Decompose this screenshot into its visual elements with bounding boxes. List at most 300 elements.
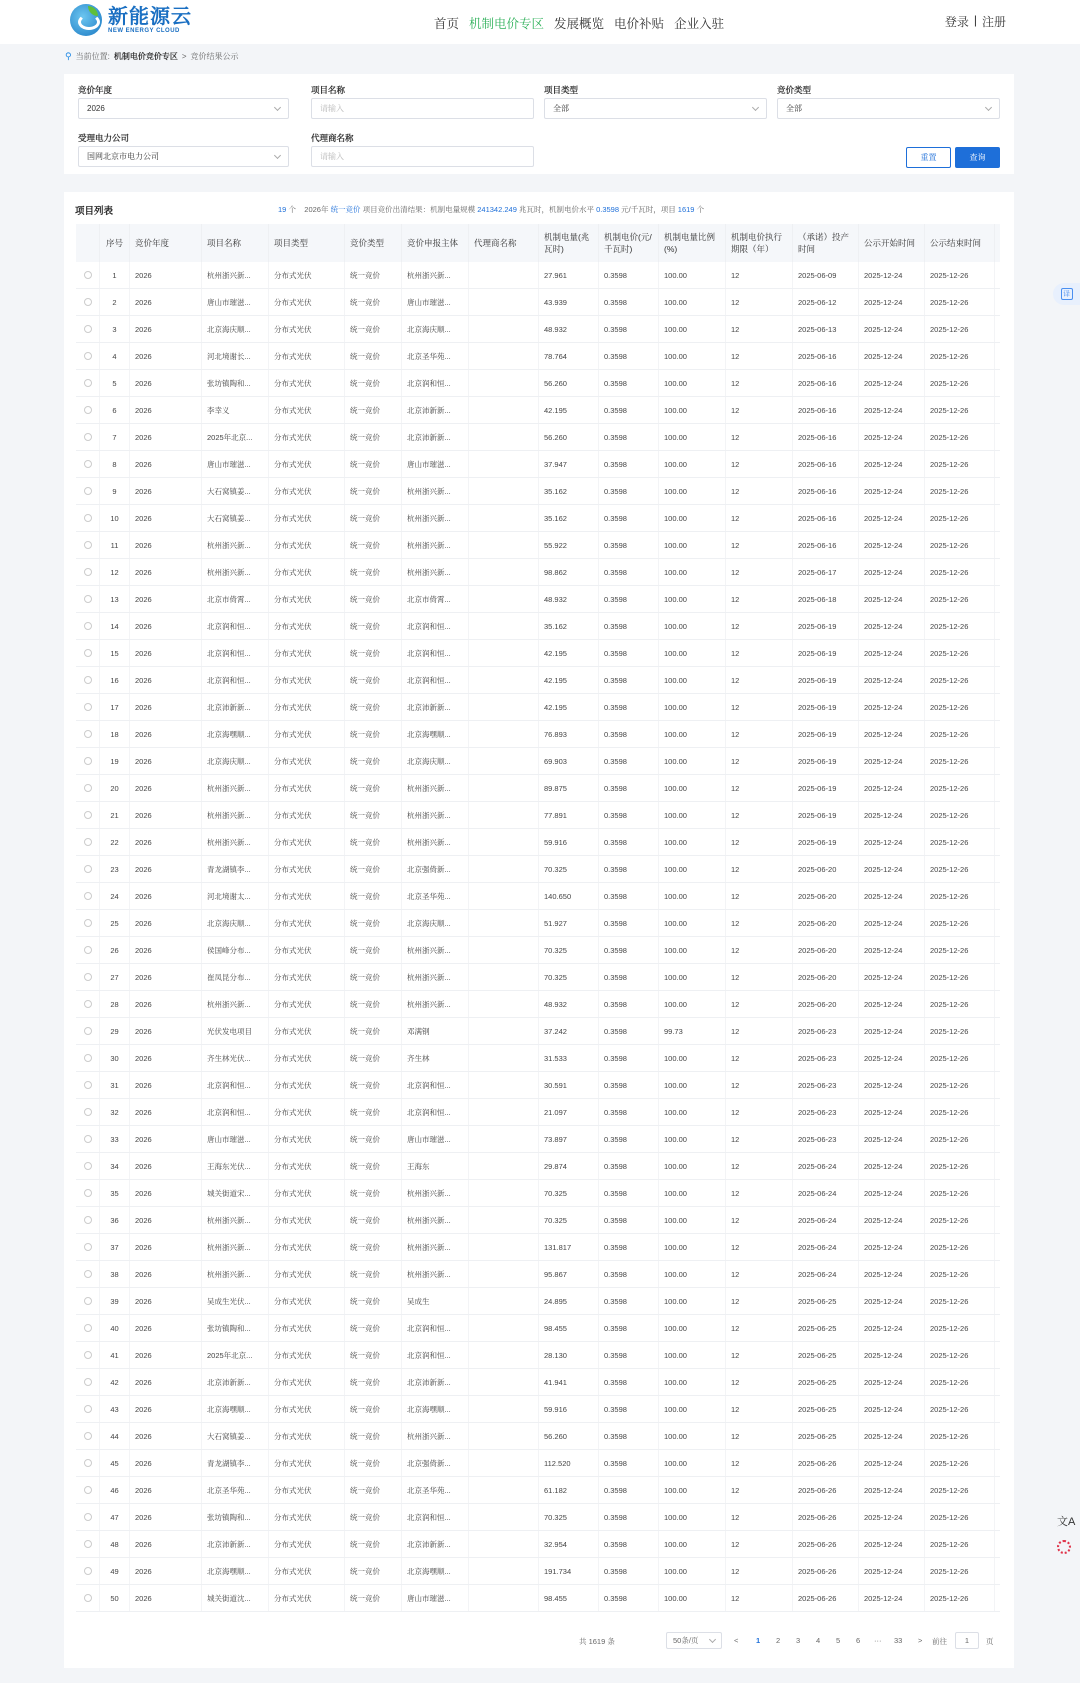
cell-agent [469,1477,539,1503]
cell-ratio: 100.00 [659,316,726,342]
ellipsis-button[interactable]: ··· [874,1636,882,1645]
cell-no: 6 [100,397,130,423]
cell-year: 2026 [130,964,202,990]
project-name-input[interactable]: 请输入 [311,98,534,119]
cell-no: 12 [100,559,130,585]
cell-prod: 2025-06-25 [793,1342,859,1368]
cell-price: 0.3598 [599,1477,659,1503]
nav-enterprise[interactable]: 企业入驻 [674,17,725,31]
cell-prod: 2025-06-25 [793,1288,859,1314]
cell-name: 大石窝镇姜... [202,505,269,531]
table-row[interactable] [76,748,1000,775]
cell-ptype: 分布式光伏 [269,1558,345,1584]
row-select-cell [76,964,100,990]
row-radio[interactable] [84,838,92,846]
register-link[interactable]: 注册 [981,15,1006,29]
row-radio[interactable] [84,1081,92,1089]
cell-ptype: 分布式光伏 [269,532,345,558]
row-radio[interactable] [84,352,92,360]
table-row[interactable] [76,1261,1000,1288]
cell-name: 杭州浙兴新... [202,1261,269,1287]
cell-no: 24 [100,883,130,909]
row-select-cell [76,910,100,936]
table-row[interactable] [76,964,1000,991]
cell-agent [469,721,539,747]
cell-year: 2026 [130,883,202,909]
cell-mwh: 27.961 [539,262,599,288]
table-row[interactable] [76,1045,1000,1072]
language-icon[interactable]: 文A [1057,1516,1076,1528]
cell-start: 2025-12-24 [859,1558,925,1584]
cell-no: 29 [100,1018,130,1044]
row-radio[interactable] [84,1189,92,1197]
cell-end: 2025-12-26 [925,721,995,747]
cell-btype: 统一竞价 [345,343,402,369]
cell-btype: 统一竞价 [345,1342,402,1368]
row-radio[interactable] [84,1243,92,1251]
cell-ptype: 分布式光伏 [269,721,345,747]
row-radio[interactable] [84,1054,92,1062]
query-button[interactable]: 查询 [955,147,1000,168]
next-page-button[interactable]: > [918,1636,923,1645]
cell-prod: 2025-06-25 [793,1423,859,1449]
auth-links [945,13,1006,30]
cell-ptype: 分布式光伏 [269,937,345,963]
cell-price: 0.3598 [599,802,659,828]
page-button-last[interactable]: 33 [894,1636,903,1645]
cell-ratio: 100.00 [659,1504,726,1530]
cell-ratio: 100.00 [659,640,726,666]
table-row[interactable] [76,856,1000,883]
row-radio[interactable] [84,1459,92,1467]
goto-page-input[interactable]: 1 [955,1632,979,1649]
cell-name: 杭州浙兴新... [202,829,269,855]
year-select[interactable]: 2026 [78,98,289,119]
cell-term: 12 [726,1423,793,1449]
cell-term: 12 [726,1234,793,1260]
nav-mechanism-price[interactable]: 机制电价专区 [469,17,545,31]
cell-year: 2026 [130,667,202,693]
row-radio[interactable] [84,676,92,684]
cell-entity: 杭州浙兴新... [402,991,469,1017]
table-row[interactable] [76,262,1000,289]
page-button[interactable]: 1 [756,1636,761,1645]
row-select-cell [76,1450,100,1476]
cell-btype: 统一竞价 [345,883,402,909]
cell-agent [469,478,539,504]
row-radio[interactable] [84,406,92,414]
table-row[interactable] [76,694,1000,721]
cell-price: 0.3598 [599,1369,659,1395]
table-row[interactable] [76,343,1000,370]
company-select[interactable]: 国网北京市电力公司 [78,146,289,167]
cell-ratio: 100.00 [659,397,726,423]
cell-end: 2025-12-26 [925,397,995,423]
cell-price: 0.3598 [599,316,659,342]
breadcrumb-section[interactable]: 机制电价竞价专区 [113,52,178,61]
row-radio[interactable] [84,568,92,576]
cell-prod: 2025-06-16 [793,505,859,531]
cell-term: 12 [726,397,793,423]
cell-prod: 2025-06-12 [793,289,859,315]
cell-term: 12 [726,1207,793,1233]
row-radio[interactable] [84,1270,92,1278]
cell-prod: 2025-06-19 [793,667,859,693]
cell-ptype: 分布式光伏 [269,1423,345,1449]
row-radio[interactable] [84,811,92,819]
cell-ratio: 100.00 [659,856,726,882]
row-radio[interactable] [84,622,92,630]
col-header: 竞价类型 [345,224,402,262]
table-row[interactable] [76,1342,1000,1369]
cell-name: 杭州浙兴新... [202,559,269,585]
cell-ptype: 分布式光伏 [269,1531,345,1557]
cell-ratio: 100.00 [659,343,726,369]
cell-mwh: 48.932 [539,991,599,1017]
row-radio[interactable] [84,1432,92,1440]
site-logo[interactable] [70,4,192,36]
cell-term: 12 [726,1450,793,1476]
cell-start: 2025-12-24 [859,883,925,909]
table-row[interactable] [76,1396,1000,1423]
cell-price: 0.3598 [599,1261,659,1287]
table-row[interactable] [76,289,1000,316]
cell-mwh: 51.927 [539,910,599,936]
row-select-cell [76,343,100,369]
cell-mwh: 30.591 [539,1072,599,1098]
col-header: 机制电量比例(%) [659,224,726,262]
cell-name: 杭州浙兴新... [202,262,269,288]
cell-btype: 统一竞价 [345,1315,402,1341]
nav-subsidy[interactable]: 电价补贴 [614,17,665,31]
row-radio[interactable] [84,919,92,927]
row-radio[interactable] [84,1108,92,1116]
table-row[interactable] [76,1423,1000,1450]
row-radio[interactable] [84,973,92,981]
cell-year: 2026 [130,856,202,882]
cell-entity: 北京润和恒... [402,613,469,639]
table-row[interactable] [76,829,1000,856]
cell-entity: 杭州浙兴新... [402,559,469,585]
project-type-select[interactable]: 全部 [544,98,767,119]
page-button[interactable]: 5 [836,1636,841,1645]
cell-end: 2025-12-26 [925,1504,995,1530]
cell-btype: 统一竞价 [345,1288,402,1314]
cell-btype: 统一竞价 [345,1531,402,1557]
table-row[interactable] [76,1099,1000,1126]
cell-start: 2025-12-24 [859,1315,925,1341]
row-radio[interactable] [84,325,92,333]
cell-name: 吴成生光伏... [202,1288,269,1314]
cell-ptype: 分布式光伏 [269,910,345,936]
cell-no: 13 [100,586,130,612]
row-select-cell [76,1018,100,1044]
cell-start: 2025-12-24 [859,775,925,801]
reset-button[interactable]: 重置 [906,147,951,168]
row-radio[interactable] [84,1000,92,1008]
row-radio[interactable] [84,433,92,441]
cell-price: 0.3598 [599,289,659,315]
table-row[interactable] [76,505,1000,532]
table-row[interactable] [76,1126,1000,1153]
cell-price: 0.3598 [599,829,659,855]
cell-btype: 统一竞价 [345,478,402,504]
list-title: 项目列表 [75,206,114,217]
table-row[interactable] [76,1450,1000,1477]
cell-term: 12 [726,1018,793,1044]
cell-no: 33 [100,1126,130,1152]
row-radio[interactable] [84,649,92,657]
table-row[interactable] [76,721,1000,748]
row-radio[interactable] [84,757,92,765]
cell-term: 12 [726,1558,793,1584]
row-radio[interactable] [84,595,92,603]
cell-end: 2025-12-26 [925,748,995,774]
cell-term: 12 [726,424,793,450]
main-nav [434,14,724,32]
table-row[interactable] [76,910,1000,937]
breadcrumb-separator: > [181,52,187,61]
cell-mwh: 76.893 [539,721,599,747]
table-row[interactable] [76,532,1000,559]
table-row[interactable] [76,1234,1000,1261]
cell-mwh: 69.903 [539,748,599,774]
row-radio[interactable] [84,1567,92,1575]
row-radio[interactable] [84,1513,92,1521]
cell-prod: 2025-06-16 [793,451,859,477]
cell-start: 2025-12-24 [859,1180,925,1206]
row-radio[interactable] [84,1405,92,1413]
table-row[interactable] [76,667,1000,694]
cell-no: 48 [100,1531,130,1557]
row-radio[interactable] [84,1540,92,1548]
table-row[interactable] [76,883,1000,910]
cell-ratio: 100.00 [659,667,726,693]
cell-ptype: 分布式光伏 [269,1153,345,1179]
cell-start: 2025-12-24 [859,991,925,1017]
cell-no: 41 [100,1342,130,1368]
cell-end: 2025-12-26 [925,478,995,504]
cell-agent [469,1099,539,1125]
cell-ratio: 100.00 [659,1423,726,1449]
cell-entity: 北京沛新新... [402,1369,469,1395]
table-row[interactable] [76,316,1000,343]
cell-year: 2026 [130,1099,202,1125]
side-translate-tab[interactable] [1053,283,1080,305]
table-row[interactable] [76,478,1000,505]
cell-term: 12 [726,667,793,693]
cell-start: 2025-12-24 [859,1585,925,1611]
table-row[interactable] [76,1072,1000,1099]
page-button[interactable]: 3 [796,1636,801,1645]
row-radio[interactable] [84,1378,92,1386]
row-select-cell [76,1207,100,1233]
cell-btype: 统一竞价 [345,721,402,747]
table-row[interactable] [76,1180,1000,1207]
table-row[interactable] [76,370,1000,397]
summary-scale: 241342.249 [477,205,517,214]
cell-ptype: 分布式光伏 [269,1261,345,1287]
cell-term: 12 [726,721,793,747]
table-row[interactable] [76,1558,1000,1585]
cell-mwh: 70.325 [539,937,599,963]
assistant-icon[interactable] [1057,1540,1071,1554]
page-button[interactable]: 4 [816,1636,821,1645]
table-row[interactable] [76,586,1000,613]
row-select-cell [76,802,100,828]
table-row[interactable] [76,1207,1000,1234]
table-row[interactable] [76,424,1000,451]
cell-year: 2026 [130,1558,202,1584]
table-row[interactable] [76,1315,1000,1342]
cell-prod: 2025-06-23 [793,1126,859,1152]
table-row[interactable] [76,613,1000,640]
nav-home[interactable]: 首页 [434,17,460,31]
row-radio[interactable] [84,946,92,954]
cell-end: 2025-12-26 [925,559,995,585]
logo-subtitle: NEW ENERGY CLOUD [108,28,180,34]
row-radio[interactable] [84,1216,92,1224]
cell-start: 2025-12-24 [859,667,925,693]
table-row[interactable] [76,1504,1000,1531]
row-radio[interactable] [84,541,92,549]
table-row[interactable] [76,397,1000,424]
cell-agent [469,1450,539,1476]
cell-ratio: 100.00 [659,1153,726,1179]
page-button[interactable]: 6 [856,1636,861,1645]
table-row[interactable] [76,640,1000,667]
cell-entity: 北京海嘿顺... [402,1558,469,1584]
row-radio[interactable] [84,1594,92,1602]
cell-term: 12 [726,937,793,963]
cell-end: 2025-12-26 [925,1180,995,1206]
cell-ptype: 分布式光伏 [269,640,345,666]
bid-type-select[interactable]: 全部 [777,98,1000,119]
cell-mwh: 70.325 [539,1504,599,1530]
table-row[interactable] [76,775,1000,802]
page-suffix: 页 [986,1637,994,1646]
row-radio[interactable] [84,892,92,900]
cell-end: 2025-12-26 [925,1585,995,1611]
cell-name: 北京海嘿顺... [202,1558,269,1584]
row-radio[interactable] [84,487,92,495]
cell-year: 2026 [130,937,202,963]
table-row[interactable] [76,1531,1000,1558]
col-header: 机制电价(元/千瓦时) [599,224,659,262]
cell-start: 2025-12-24 [859,1072,925,1098]
cell-agent [469,1369,539,1395]
table-row[interactable] [76,451,1000,478]
page-size-select[interactable]: 50条/页 [666,1632,722,1649]
cell-year: 2026 [130,640,202,666]
cell-btype: 统一竞价 [345,1099,402,1125]
cell-mwh: 56.260 [539,424,599,450]
page-button[interactable]: 2 [776,1636,781,1645]
cell-agent [469,397,539,423]
table-row[interactable] [76,937,1000,964]
agent-input[interactable]: 请输入 [311,146,534,167]
row-radio[interactable] [84,865,92,873]
cell-mwh: 35.162 [539,505,599,531]
cell-no: 15 [100,640,130,666]
cell-end: 2025-12-26 [925,505,995,531]
cell-price: 0.3598 [599,532,659,558]
row-radio[interactable] [84,1162,92,1170]
cell-mwh: 78.764 [539,343,599,369]
cell-term: 12 [726,640,793,666]
table-row[interactable] [76,1288,1000,1315]
cell-end: 2025-12-26 [925,586,995,612]
table-row[interactable] [76,1018,1000,1045]
table-row[interactable] [76,1585,1000,1612]
row-radio[interactable] [84,298,92,306]
row-select-cell [76,883,100,909]
cell-start: 2025-12-24 [859,559,925,585]
row-radio[interactable] [84,379,92,387]
cell-agent [469,370,539,396]
row-select-cell [76,937,100,963]
cell-year: 2026 [130,1477,202,1503]
cell-price: 0.3598 [599,1180,659,1206]
table-row[interactable] [76,1153,1000,1180]
cell-term: 12 [726,1126,793,1152]
row-radio[interactable] [84,784,92,792]
cell-prod: 2025-06-19 [793,721,859,747]
row-radio[interactable] [84,1135,92,1143]
row-radio[interactable] [84,1297,92,1305]
cell-prod: 2025-06-17 [793,559,859,585]
cell-ratio: 100.00 [659,964,726,990]
table-row[interactable] [76,991,1000,1018]
cell-name: 北京沛新新... [202,1369,269,1395]
cell-price: 0.3598 [599,721,659,747]
nav-overview[interactable]: 发展概览 [554,17,605,31]
row-radio[interactable] [84,703,92,711]
cell-price: 0.3598 [599,640,659,666]
row-radio[interactable] [84,1027,92,1035]
table-row[interactable] [76,1477,1000,1504]
row-radio[interactable] [84,1486,92,1494]
cell-start: 2025-12-24 [859,1099,925,1125]
prev-page-button[interactable]: < [734,1636,739,1645]
row-radio[interactable] [84,514,92,522]
cell-prod: 2025-06-16 [793,370,859,396]
cell-end: 2025-12-26 [925,1315,995,1341]
row-select-cell [76,1153,100,1179]
cell-ptype: 分布式光伏 [269,586,345,612]
row-radio[interactable] [84,730,92,738]
cell-prod: 2025-06-19 [793,829,859,855]
table-row[interactable] [76,559,1000,586]
cell-prod: 2025-06-20 [793,991,859,1017]
table-row[interactable] [76,1369,1000,1396]
cell-ptype: 分布式光伏 [269,613,345,639]
cell-price: 0.3598 [599,1450,659,1476]
row-radio[interactable] [84,460,92,468]
row-radio[interactable] [84,271,92,279]
col-header: 机制电价执行期限（年） [726,224,793,262]
cell-ratio: 100.00 [659,991,726,1017]
row-radio[interactable] [84,1324,92,1332]
row-radio[interactable] [84,1351,92,1359]
cell-year: 2026 [130,1045,202,1071]
login-link[interactable]: 登录 [944,15,969,29]
row-select-cell [76,1072,100,1098]
cell-mwh: 31.533 [539,1045,599,1071]
cell-year: 2026 [130,1126,202,1152]
cell-price: 0.3598 [599,424,659,450]
table-row[interactable] [76,802,1000,829]
